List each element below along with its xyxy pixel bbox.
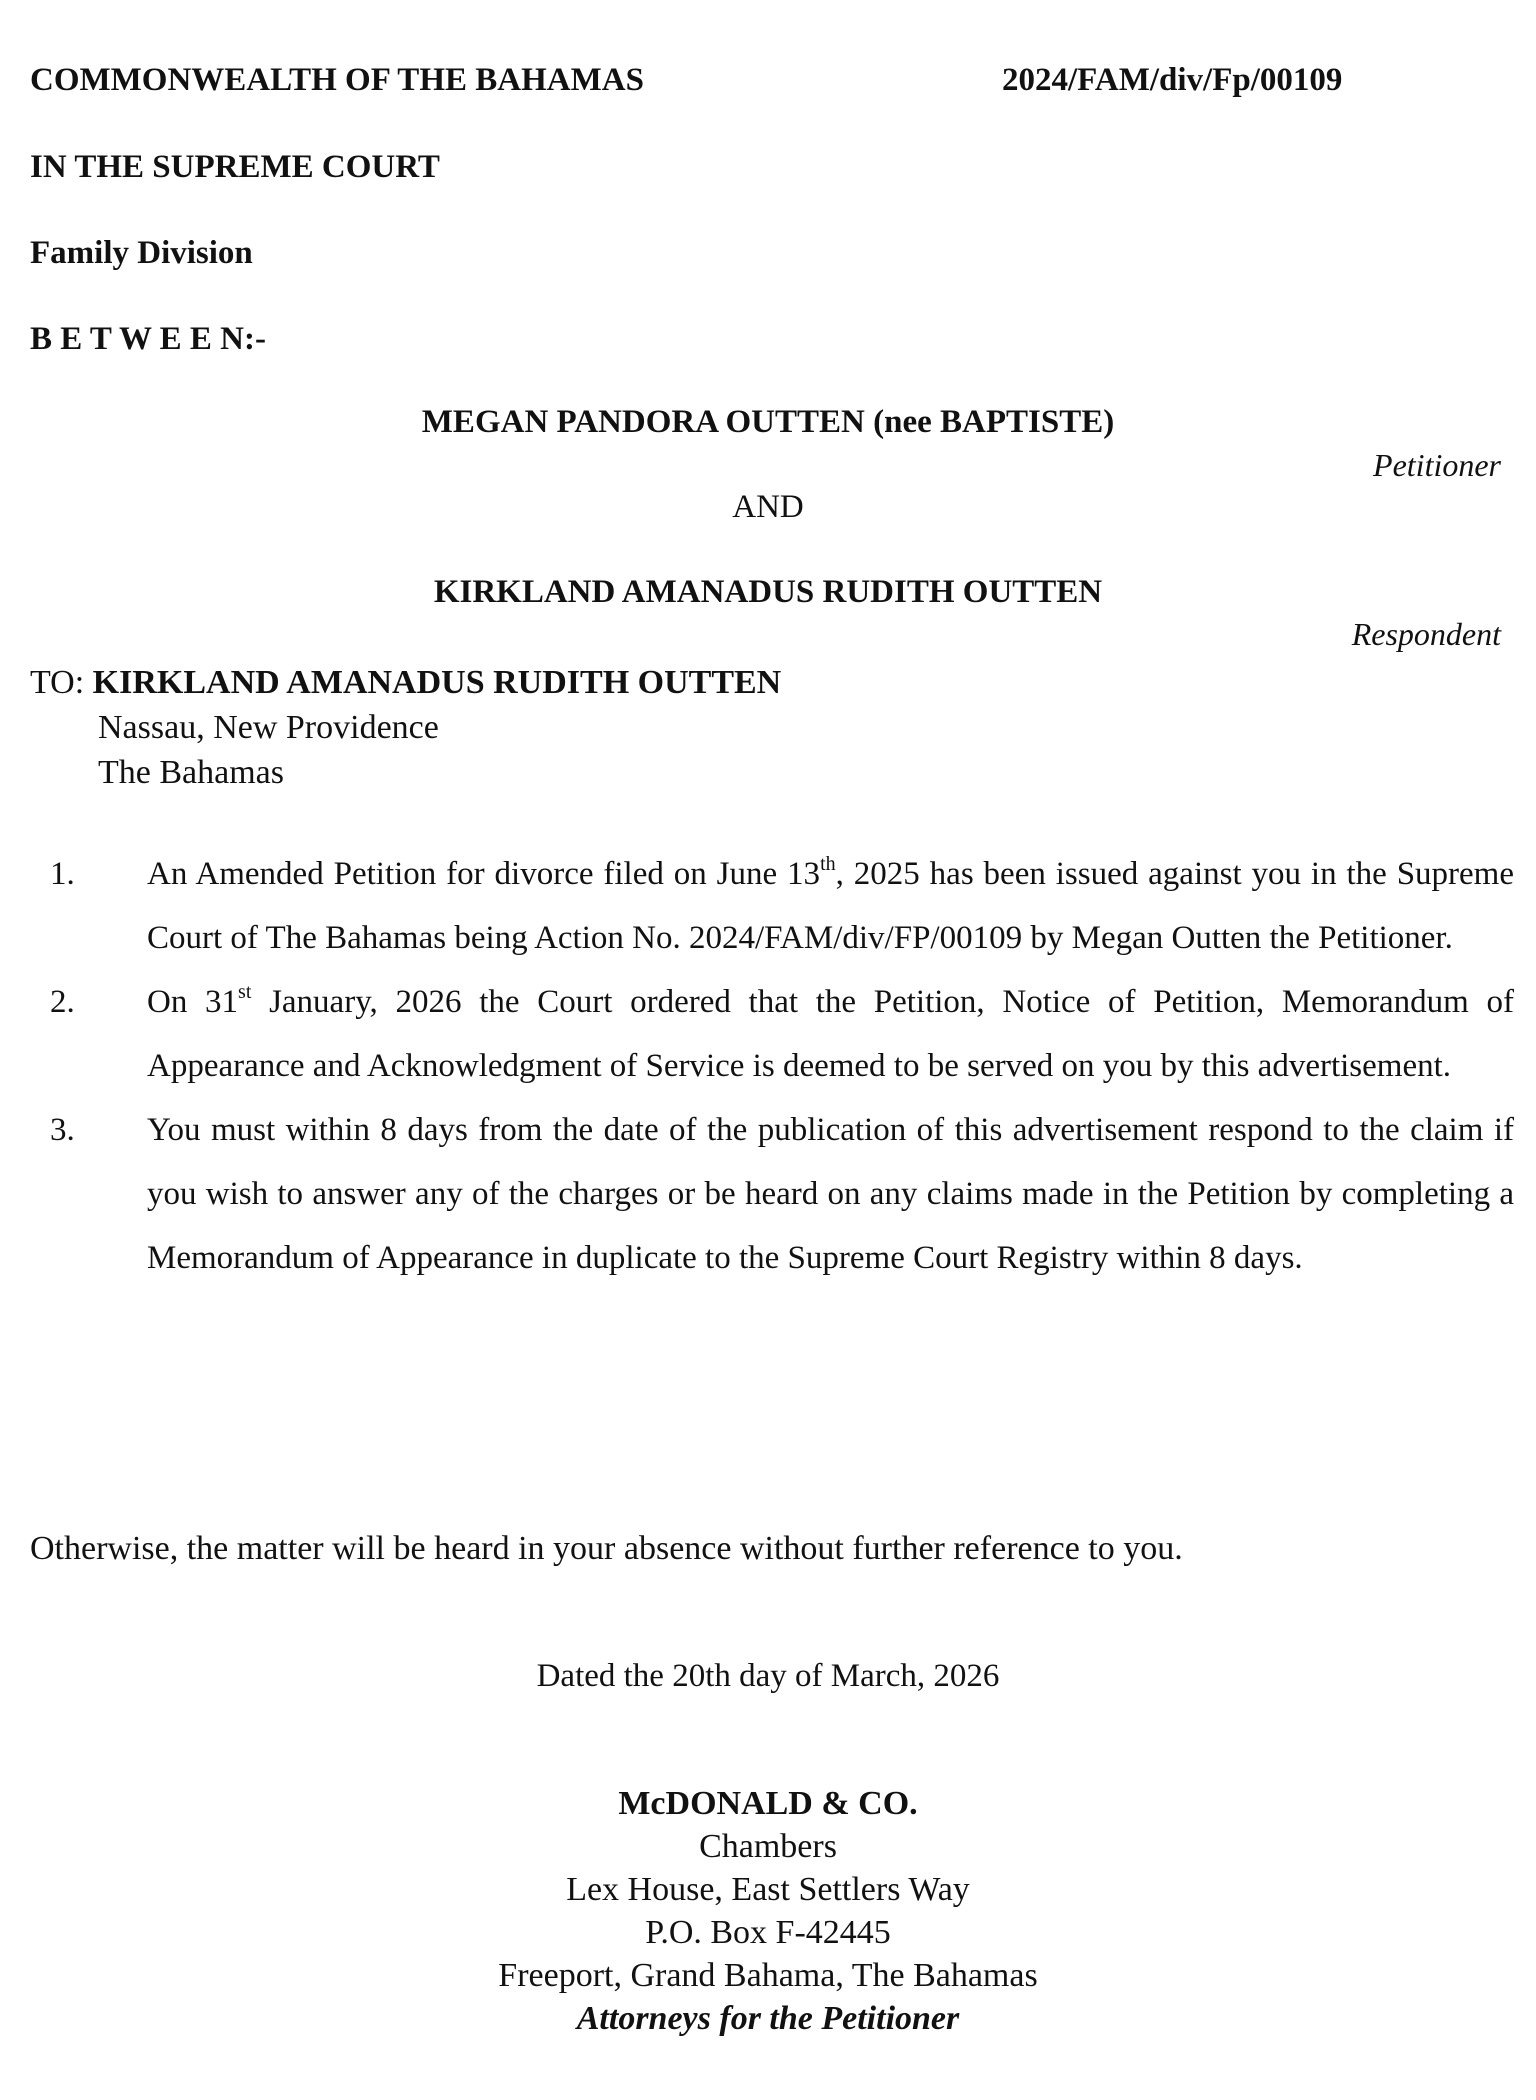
respondent-name: KIRKLAND AMANADUS RUDITH OUTTEN (433, 574, 1103, 610)
and-separator: AND (732, 489, 804, 525)
division-heading: Family Division (30, 235, 253, 271)
otherwise-paragraph: Otherwise, the matter will be heard in your absence without further reference to you. (30, 1530, 1183, 1567)
item-text-continued: January, 2026 the Court ordered that the Petition, Notice of Petition, Memorandum of Appearance and Acknowledgment of Service is deemed to be served on you by this advertisement. (147, 984, 1514, 1084)
recipient-address-line2: The Bahamas (98, 754, 284, 791)
firm-name: McDONALD & CO. (618, 1785, 918, 1822)
item-text: You must within 8 days from the date of the publication of this advertisement respond to the claim if you wish to answer any of the charges or be heard on any claims made in the Petition by completing a Memorandum of Appearance in duplicate to the Supreme Court Registry within 8 days. (147, 1112, 1514, 1276)
signature-block (0, 1782, 1536, 2040)
between-heading: B E T W E E N:- (30, 321, 266, 357)
item-text-continued: , 2025 has been issued against you in the Supreme Court of The Bahamas being Action No. 2024/FAM/div/FP/00109 by Megan Outten the Petitioner. (147, 856, 1515, 956)
notice-item (30, 842, 1514, 970)
petitioner-name: MEGAN PANDORA OUTTEN (nee BAPTISTE) (421, 404, 1115, 440)
firm-chambers: Chambers (699, 1828, 837, 1865)
petitioner-role: Petitioner (1373, 447, 1501, 483)
attorneys-for-petitioner: Attorneys for the Petitioner (576, 2000, 960, 2037)
firm-po-box: P.O. Box F-42445 (645, 1914, 891, 1951)
court-heading: IN THE SUPREME COURT (30, 149, 440, 185)
firm-address-street: Lex House, East Settlers Way (566, 1871, 970, 1908)
notice-item (30, 1098, 1514, 1290)
item-text: On 31 (147, 984, 239, 1020)
recipient-block (30, 660, 781, 795)
recipient-name: KIRKLAND AMANADUS RUDITH OUTTEN (92, 664, 782, 701)
respondent-role: Respondent (1351, 616, 1501, 652)
item-text: An Amended Petition for divorce filed on June 13 (147, 856, 821, 892)
notice-items-list (30, 842, 1514, 1290)
jurisdiction-heading: COMMONWEALTH OF THE BAHAMAS (30, 62, 644, 98)
to-label: TO: (30, 664, 93, 701)
notice-item (30, 970, 1514, 1098)
item-number: 3. (50, 1112, 75, 1148)
item-number: 2. (50, 984, 75, 1020)
case-number: 2024/FAM/div/Fp/00109 (1002, 62, 1343, 98)
firm-address-city: Freeport, Grand Bahama, The Bahamas (498, 1957, 1038, 1994)
recipient-address-line1: Nassau, New Providence (98, 709, 439, 746)
item-superscript: th (820, 853, 836, 875)
dated-line: Dated the 20th day of March, 2026 (536, 1658, 1000, 1694)
item-superscript: st (238, 981, 252, 1003)
item-number: 1. (50, 856, 75, 892)
